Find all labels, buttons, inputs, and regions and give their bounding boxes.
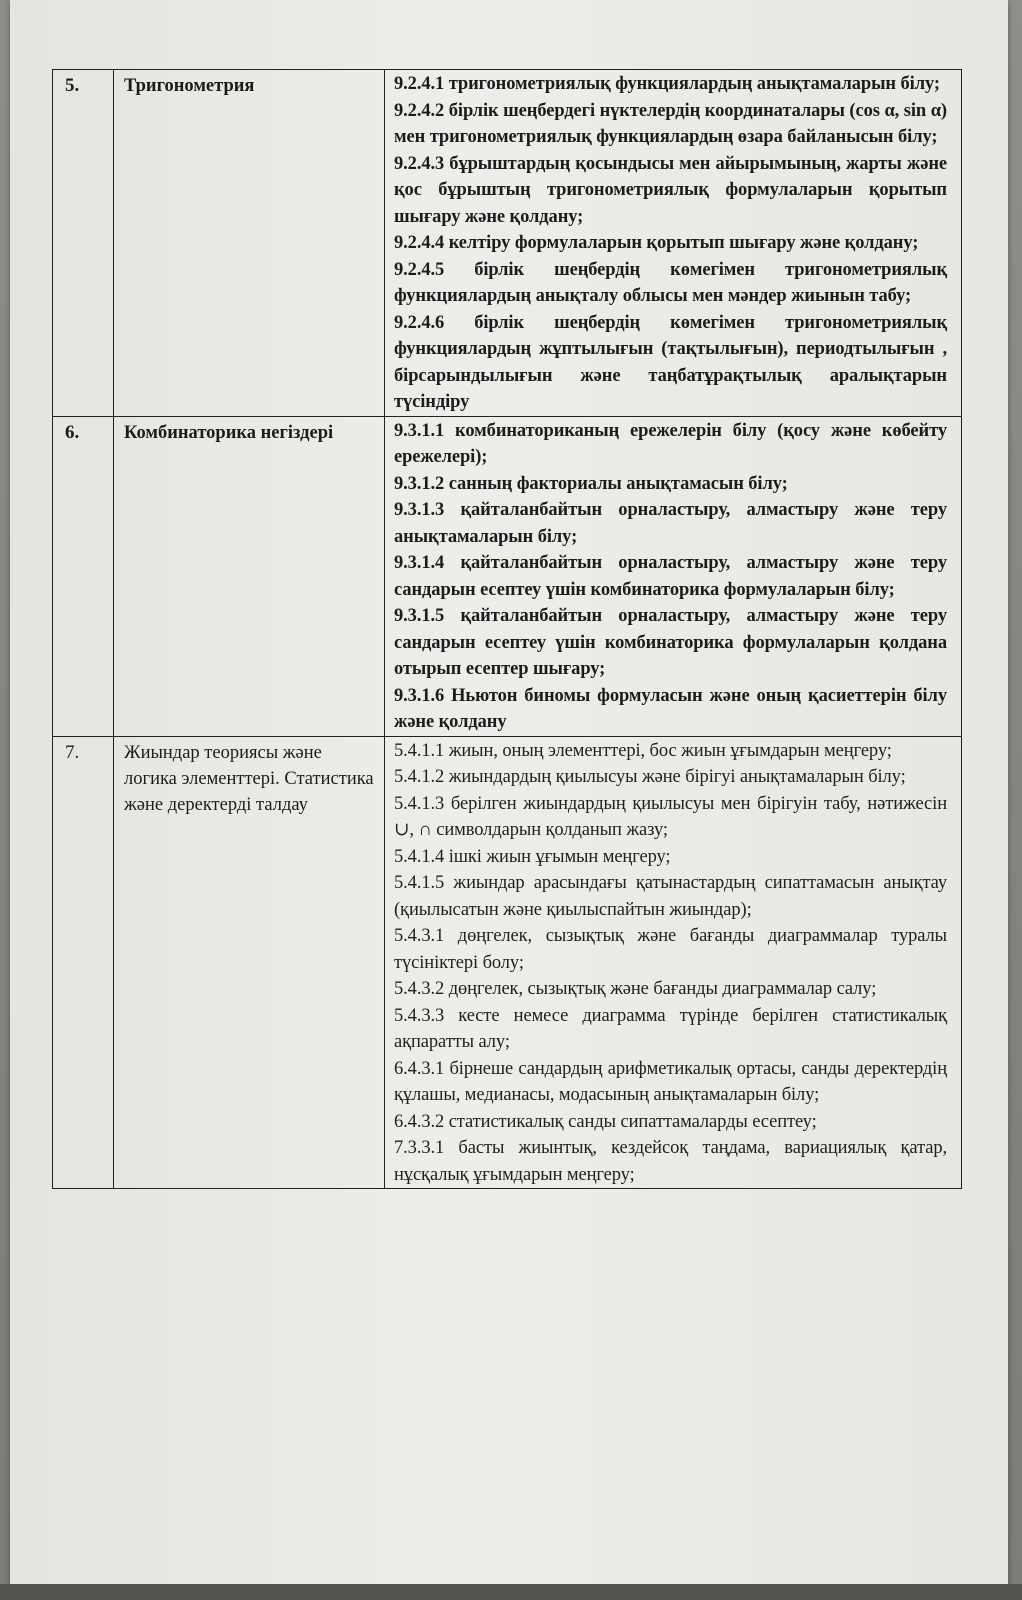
goal-item: 5.4.1.1 жиын, оның элементтері, бос жиын ұғымдарын меңгеру;: [394, 740, 892, 761]
row-number: 7.: [53, 736, 114, 1189]
topic-name: Тригонометрия: [114, 70, 385, 417]
goal-item: 9.3.1.5 қайталанбайтын орналастыру, алмастыру және теру сандарын есептеу үшін комбинаторика формулаларын қолдана отырып есептер шығару;: [394, 606, 947, 679]
goal-item: 6.4.3.1 бірнеше сандардың арифметикалық ортасы, санды деректердің құлашы, медианасы, модасының анықтамаларын білу;: [394, 1058, 947, 1105]
goal-item: 5.4.1.5 жиындар арасындағы қатынастардың сипаттамасын анықтау (қиылысатын және қиылыспайтын жиындар);: [394, 873, 947, 920]
goal-item: 9.2.4.1 тригонометриялық функциялардың анықтамаларын білу;: [394, 74, 940, 94]
goal-item: 9.3.1.6 Ньютон биномы формуласын және оның қасиеттерін білу және қолдану: [394, 685, 947, 732]
goal-item: 7.3.3.1 басты жиынтық, кездейсоқ таңдама, вариациялық қатар, нұсқалық ұғымдарын меңгеру;: [394, 1138, 947, 1185]
table-row: [53, 416, 962, 736]
row-number: 6.: [53, 416, 114, 736]
goal-item: 5.4.3.2 дөңгелек, сызықтық және бағанды диаграммалар салу;: [394, 979, 877, 999]
table-row: [53, 70, 962, 417]
topic-name: Жиындар теориясы және логика элементтері. Статистика және деректерді талдау: [114, 736, 385, 1189]
goal-item: 9.2.4.6 бірлік шеңбердің көмегімен тригонометриялық функциялардың жұптылығын (тақтылығын), периодтылығын , бірсарындылығын және таңбатұрақтылық аралықтарын түсіндіру: [394, 312, 947, 412]
goal-item: 9.2.4.3 бұрыштардың қосындысы мен айырымының, жарты және қос бұрыштың тригонометриялық формулаларын қорытып шығару және қолдану;: [394, 153, 947, 227]
goal-item: 5.4.1.3 берілген жиындардың қиылысуы мен бірігуін табу, нәтижесін ∪, ∩ символдарын қолданып жазу;: [394, 793, 947, 840]
paper-sheet: [10, 0, 1008, 1584]
goal-item: 9.3.1.1 комбинаториканың ережелерін білу (қосу және көбейту ережелері);: [394, 420, 947, 467]
topic-name: Комбинаторика негіздері: [114, 416, 385, 736]
goal-item: 5.4.1.2 жиындардың қиылысуы және бірігуі анықтамаларын білу;: [394, 767, 906, 787]
goal-item: 5.4.3.3 кесте немесе диаграмма түрінде берілген статистикалық ақпаратты алу;: [394, 1005, 947, 1052]
goal-item: 9.3.1.4 қайталанбайтын орналастыру, алмастыру және теру сандарын есептеу үшін комбинаторика формулаларын білу;: [394, 553, 947, 600]
learning-goals: [385, 70, 962, 417]
goal-item: 9.3.1.2 санның факториалы анықтамасын білу;: [394, 473, 788, 494]
row-number: 5.: [53, 70, 114, 417]
learning-goals: [385, 736, 962, 1189]
curriculum-table: [52, 69, 962, 1189]
goal-item: 9.2.4.4 келтіру формулаларын қорытып шығару және қолдану;: [394, 233, 919, 253]
goal-item: 5.4.3.1 дөңгелек, сызықтық және бағанды диаграммалар туралы түсініктері болу;: [394, 926, 947, 973]
goal-item: 9.2.4.2 бірлік шеңбердегі нүктелердің координаталары (cos α, sin α) мен тригонометриялық функциялардың өзара байланысын білу;: [394, 100, 947, 147]
goal-item: 9.3.1.3 қайталанбайтын орналастыру, алмастыру және теру анықтамаларын білу;: [394, 500, 947, 547]
goal-item: 9.2.4.5 бірлік шеңбердің көмегімен тригонометриялық функциялардың анықталу облысы мен мәндер жиынын табу;: [394, 259, 947, 306]
goal-item: 5.4.1.4 ішкі жиын ұғымын меңгеру;: [394, 846, 671, 867]
goal-item: 6.4.3.2 статистикалық санды сипаттамаларды есептеу;: [394, 1111, 817, 1132]
table-row: [53, 736, 962, 1189]
learning-goals: [385, 416, 962, 736]
desk-surface: [0, 1584, 1022, 1600]
